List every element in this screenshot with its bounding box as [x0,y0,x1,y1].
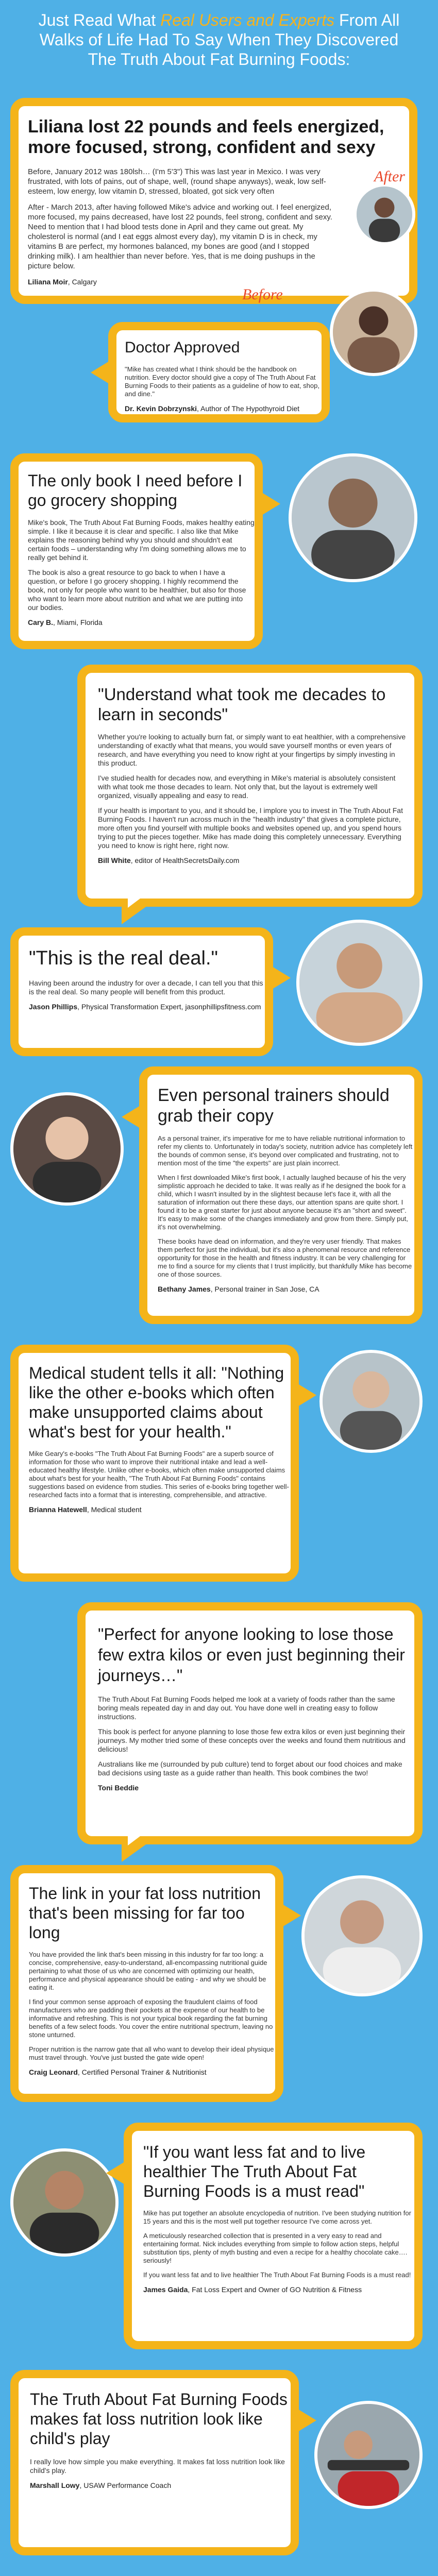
testimonial-doctor [108,322,330,422]
testimonial-title: "Understand what took me decades to learn in seconds" [98,685,386,724]
testimonial-signature: Toni Beddie [98,1784,139,1792]
before-label: Before [242,286,283,303]
testimonial-signature: Bethany James, Personal trainer in San Jose, CA [158,1285,319,1293]
testimonial-title: "This is the real deal." [29,947,218,969]
testimonial-text: The book is also a great resource to go back to when I have a question, or before I go grocery shopping. I highly recommend the book, not only for people who want to be healthier, but also for those who want to learn more about nutrition and what we are putting into our bodies. [28,568,246,612]
testimonial-text: I've studied health for decades now, and everything in Mike's material is absolutely consistent with what took me those decades to learn. Not only that, but the layout is extremely well organized, visually appealing and easy to read. [98,774,396,800]
bethany-photo [10,1092,124,1206]
testimonial-title: The only book I need before I go grocery shopping [28,471,243,510]
testimonial-liliana [10,98,417,304]
testimonial-marshall [10,2370,299,2555]
testimonial-text: These books have dead on information, and they're very user friendly. That makes them perfect for just the individual, but it's also a phenomenal resource and reference opportunity for those in the health and fitness industry. It can be very challenging for me to find a source for my clients that I trust implicitly, but thankfully Mike has become one of those sources. [158,1238,412,1278]
testimonial-text: Whether you're looking to actually burn fat, or simply want to eat healthier, with a comprehensive understanding of exactly what that means, you would save yourself months or even years of research, and have everything you need to know right at your fingertips by simply investing in this product. [98,733,406,767]
testimonial-text: "Mike has created what I think should be the handbook on nutrition. Every doctor should give a copy of The Truth About Fat Burning Foods to their patients as a guideline of how to eat, shop, and dine." [125,365,319,398]
testimonial-text: After - March 2013, after having followed Mike's advice and working out. I feel energized, more focused, my pains decreased, have lost 22 pounds, feel strong, confident and sexy. Need to mention that I had blood tests done in April and they came out great. My cholesterol is normal (and I eat eggs almost every day), my vitamin D is in check, my vitamins B are perfect, my hormones balanced, my bones are good (and I stopped drinking milk). I am healthier than never before. Yes, that is me doing pushups in the picture below. [28,203,332,270]
testimonial-text: If you want less fat and to live healthier The Truth About Fat Burning Foods is a must read! [143,2271,411,2279]
testimonial-text: Mike's book, The Truth About Fat Burning Foods, makes healthy eating simple. I like it because it is clear and specific. I also like that Mike explains the reasoning behind why you should and shouldn't eat certain foods – understanding why I'm doing something allows me to really get behind it. [28,518,255,562]
testimonial-signature: Marshall Lowy, USAW Performance Coach [30,2481,172,2489]
testimonial-craig [10,1865,283,2102]
testimonial-title: Even personal trainers should grab their copy [158,1086,390,1126]
testimonial-signature: Jason Phillips, Physical Transformation Expert, jasonphillipsfitness.com [29,1003,261,1011]
jason-photo [296,920,423,1046]
marshall-photo [314,2401,423,2509]
testimonial-signature: Bill White, editor of HealthSecretsDaily.com [98,856,240,865]
testimonial-text: Mike has put together an absolute encyclopedia of nutrition. I've been studying nutrition for 15 years and this is the most well put together resource I've come across yet. [143,2209,411,2225]
testimonial-title: "If you want less fat and to live healthier The Truth About Fat Burning Foods is a must read" [143,2143,366,2200]
testimonial-text: You have provided the link that's been missing in this industry for far too long: a concise, comprehensive, easy-to-understand, all-encompassing nutritional guide pertaining to what those of us who are concerned with optimizing our health, performance and physical appearance should be eating - and why we should be eating it. [29,1951,267,1991]
testimonial-bethany [139,1066,423,1324]
testimonial-title: The Truth About Fat Burning Foods makes fat loss nutrition look like child's play [30,2390,288,2448]
testimonial-title: Liliana lost 22 pounds and feels energized, more focused, strong, confident and sexy [28,117,384,157]
testimonial-toni [77,1602,423,1844]
cary-photo [289,453,417,582]
testimonial-text: As a personal trainer, it's imperative for me to have reliable nutritional information to refer my clients to. Unfortunately in today's society, nutrition advice has completely left the bounds of common sense, it's beyond over complicated and frustrating, not to mention most of the time "the experts" are just plain incorrect. [158,1134,413,1167]
testimonial-bill [77,665,423,907]
header-line2: Walks of Life Had To Say When They Discovered [39,30,399,49]
page-header [21,10,417,69]
testimonial-title: Medical student tells it all: "Nothing like the other e-books which often make unsupported claims about what's best for your health." [29,1364,284,1441]
testimonial-text: The Truth About Fat Burning Foods helped me look at a variety of foods rather than the same boring meals repeated day in and day out. You have done well in creating easy to follow instructions. [98,1695,395,1721]
header-line3: The Truth About Fat Burning Foods: [88,50,350,69]
testimonial-signature: Brianna Hatewell, Medical student [29,1505,142,1514]
testimonial-text: If your health is important to you, and it should be, I implore you to invest in The Truth About Fat Burning Foods. I haven't run across much in the "health industry" that gives a complete picture, more often you find yourself with multiple books and websites opened up, and you spend hours trying to put the pieces together. Mike has made doing this completely unnecessary. Everything you need to know is right here, right now. [98,806,403,850]
testimonial-text: When I first downloaded Mike's first book, I actually laughed because of his the very simplistic approach he decided to take. It was really as if he designed the book for a child, which I wasn't insulted by in the slightest because let's face it, with all the saturation of information out there these days, our attention spans are quite short. I found it to be a great starter for just about anyone because it's an "short and sweet". It's easy to make some of the changes immediately and grow from there. Simply put, it's not overwhelming. [158,1174,408,1231]
craig-photo [301,1875,423,1996]
testimonial-text: Australians like me (surrounded by pub culture) tend to forget about our food choices and make bad decisions using taste as a guide rather than health. This book combines the two! [98,1760,402,1777]
after-label: After [374,168,405,185]
testimonial-signature: Cary B., Miami, Florida [28,618,103,626]
testimonial-jason [10,927,273,1056]
james-photo [10,2148,119,2257]
testimonial-james [124,2123,423,2349]
testimonial-brianna [10,1345,299,1582]
testimonial-text: A meticulously researched collection that is presented in a very easy to read and entertaining format. Nick includes everything from simple to follow action steps, helpful substitution tips, plenty of myth busting and even a recipe for a healthy chocolate cake…. seriously! [143,2232,408,2264]
brianna-photo [319,1350,423,1453]
after-photo [353,183,415,245]
testimonial-text: This book is perfect for anyone planning to lose those few extra kilos or even just beginning their journeys. My mother tried some of these concepts over the weeks and found them nutritious and delicious! [98,1727,406,1753]
testimonial-signature: Dr. Kevin Dobrzynski, Author of The Hypothyroid Diet [125,404,300,413]
header-highlight: Real Users and Experts [160,11,335,29]
testimonial-text: Before, January 2012 was 180lsh… (I'm 5'3") This was last year in Mexico. I was very frustrated, with lots of pains, out of shape, well, (round shape anyways), weak, low self-esteem, low energy, low vitamin D, stressed, bloated, got sick very often [28,167,326,196]
header-line1-end: From All [334,11,400,29]
testimonial-title: "Perfect for anyone looking to lose those few extra kilos or even just beginning their journeys…" [98,1625,405,1685]
before-photo [330,289,417,376]
testimonial-signature: Craig Leonard, Certified Personal Trainer & Nutritionist [29,2068,207,2076]
testimonial-signature: James Gaida, Fat Loss Expert and Owner of GO Nutrition & Fitness [143,2285,362,2294]
testimonial-signature: Liliana Moir, Calgary [28,278,97,286]
testimonial-title: The link in your fat loss nutrition that's been missing for far too long [29,1884,261,1942]
testimonial-title: Doctor Approved [125,339,240,356]
testimonial-text: Having been around the industry for over a decade, I can tell you that this is the real deal. So many people will benefit from this product. [29,979,263,996]
testimonial-cary [10,453,263,649]
testimonial-text: I really love how simple you make everything. It makes fat loss nutrition look like child's play. [30,2458,285,2475]
testimonial-text: I find your common sense approach of exposing the fraudulent claims of food manufacturers who are padding their pockets at the expense of our health to be informative and refreshing. This is not your typical book regarding the fat burning benefits of a few select foods. You cover the entire nutritional spectrum, leaving no stone unturned. [29,1998,273,2039]
testimonial-text: Mike Geary's e-books "The Truth About Fat Burning Foods" are a superb source of information for those who want to improve their nutritional intake and lead a well-educated healthy lifestyle. Unlike other e-books, which often make unsupported claims about what's best for your health, "The Truth About Fat Burning Foods" contains suggestions based on evidence from studies. This series of e-books bring together well-researched facts into a format that is interesting, comprehensible, and attractive. [29,1450,289,1499]
testimonial-text: Proper nutrition is the narrow gate that all who want to develop their ideal physique must travel through. You've just busted the gate wide open! [29,2045,274,2061]
header-line1-start: Just Read What [38,11,161,29]
